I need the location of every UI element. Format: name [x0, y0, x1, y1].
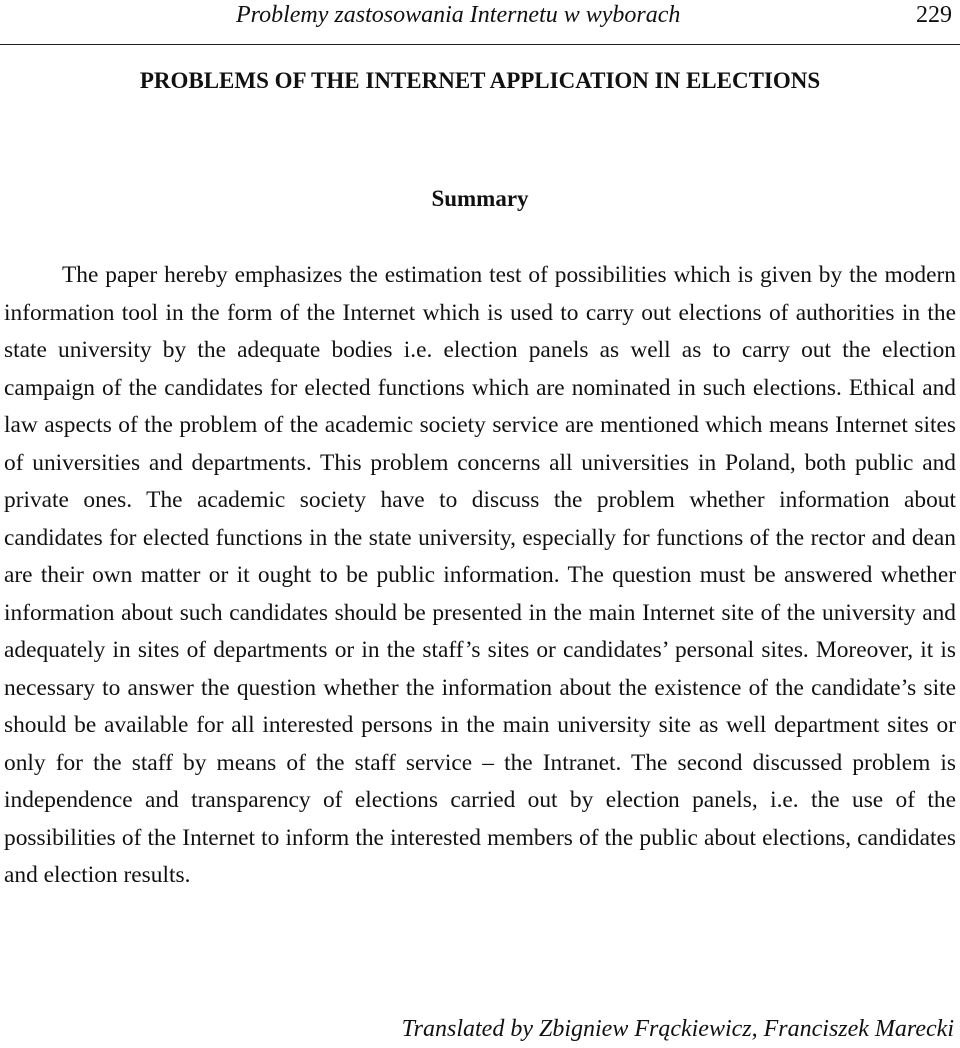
article-title: PROBLEMS OF THE INTERNET APPLICATION IN ELECTIONS	[139, 68, 821, 93]
running-header	[0, 0, 960, 45]
translator-credit: Translated by Zbigniew Frąckiewicz, Franciszek Marecki	[401, 1016, 954, 1042]
running-title: Problemy zastosowania Internetu w wyborach	[236, 2, 681, 28]
summary-paragraph: The paper hereby emphasizes the estimation test of possibilities which is given by the modern information tool in the form of the Internet which is used to carry out elections of authorities in the state university by the adequate bodies i.e. election panels as well as to carry out the election campaign of the candidates for elected functions which are nominated in such elections. Ethical and law aspects of the problem of the academic society service are mentioned which means Internet sites of universities and departments. This problem concerns all universities in Poland, both public and private ones. The academic society have to discuss the problem whether information about candidates for elected functions in the state university, especially for functions of the rector and dean are their own matter or it ought to be public information. The question must be answered whether information about such candidates should be presented in the main Internet site of the university and adequately in sites of departments or in the staff’s sites or candidates’ personal sites. Moreover, it is necessary to answer the question whether the information about the existence of the candidate’s site should be available for all interested persons in the main university site as well department sites or only for the staff by means of the staff service – the Intranet. The second discussed problem is independence and transparency of elections carried out by election panels, i.e. the use of the possibilities of the Internet to inform the interested members of the public about elections, candidates and election results.	[4, 262, 956, 888]
page-number: 229	[916, 2, 952, 28]
summary-heading: Summary	[431, 186, 529, 211]
